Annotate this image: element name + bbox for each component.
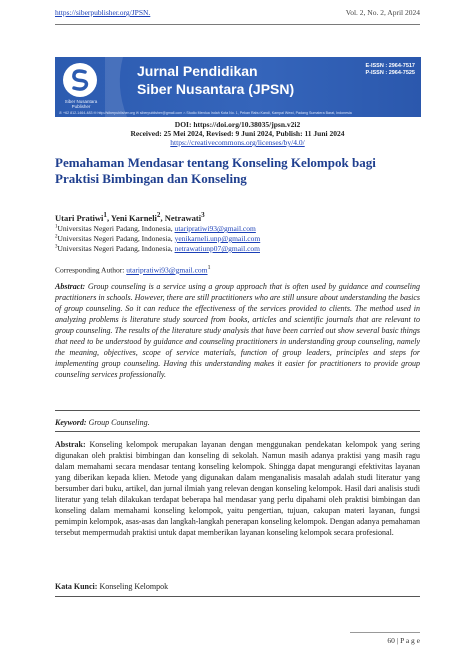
- pissn: P-ISSN : 2964-7525: [365, 70, 415, 76]
- logo-caption-sub: Publisher: [71, 104, 91, 109]
- section-divider: [55, 596, 420, 597]
- kata-kunci-text: Konseling Kelompok: [99, 582, 169, 591]
- corresponding-sup: 1: [207, 264, 211, 271]
- author-name: Utari Pratiwi: [55, 212, 104, 223]
- page-number: 60 | P a g e: [387, 636, 420, 645]
- kata-kunci-label: Kata Kunci:: [55, 582, 98, 591]
- license-link[interactable]: https://creativecommons.org/licenses/by/4.0/: [170, 138, 305, 147]
- author-name: Netrawati: [164, 212, 202, 223]
- volume-info: Vol. 2, No. 2, April 2024: [345, 8, 420, 17]
- affiliation-text: Universitas Negeri Padang, Indonesia,: [57, 224, 173, 233]
- affiliation-text: Universitas Negeri Padang, Indonesia,: [57, 244, 173, 253]
- abstract-english: [55, 281, 420, 380]
- affiliation-text: Universitas Negeri Padang, Indonesia,: [57, 234, 173, 243]
- dates-line: Received: 25 Mei 2024, Revised: 9 Juni 2024, Publish: 11 Juni 2024: [130, 129, 345, 138]
- affiliation-2: [55, 234, 420, 243]
- article-title: [55, 155, 420, 186]
- abstrak-text: Konseling kelompok merupakan layanan dengan menggunakan pendekatan kelompok yang sering digunakan oleh praktisi bimbingan dan konseling di sekolah. Namun masih adanya praktisi yang masih ragu dalam memahami secara mendasar tentang konseling kelompok. Shingga dapat mengurangi efektivitas layanan yang diberikan kepada klien. Metode yang digunakan dalam menganalisis masalah adalah studi literatur yang bersumber dari buku, artikel, dan jurnal ilmiah yang relevan dengan konseling kelompok. Hasil dari analisis studi literatur yang telah dilakukan terdapat beberapa hal mendasar yang perlu dipahami oleh praktisi bimbingan dan konseling dalam memahami konseling kelompok, yaitu pengertian, tujuan, cakupan materi layanan, fungsi pemimpin kelompok, asas-asas dan langkah-langkah penerapan konseling kelompok. Dengan adanya pemahaman tersebut mempermudah praktisi untuk dapat memberikan layanan konseling kelompok secara profesional.: [55, 440, 421, 538]
- journal-name-line2: Siber Nusantara (JPSN): [137, 81, 295, 97]
- author-sup: 2: [156, 211, 161, 219]
- affiliation-3: [55, 244, 420, 253]
- affiliation-email-link[interactable]: yenikarneli.unp@gmail.com: [174, 234, 261, 243]
- keyword-text: Group Counseling.: [88, 418, 150, 427]
- journal-name-line1: Jurnal Pendidikan: [137, 63, 258, 79]
- title-line-1: Pemahaman Mendasar tentang Konseling Kelompok bagi: [55, 155, 376, 170]
- abstract-indonesian: [55, 439, 420, 538]
- section-divider: [55, 410, 420, 411]
- corresponding-email-link[interactable]: utaripratiwi93@gmail.com: [126, 265, 208, 275]
- keyword-label: Keyword:: [55, 418, 87, 427]
- eissn: E-ISSN : 2964-7517: [365, 63, 415, 69]
- affiliation-1: [55, 224, 420, 233]
- affiliation-sup: 3: [55, 244, 58, 250]
- logo-caption-name: Siber Nusantara: [64, 99, 98, 104]
- author-list: Utari Pratiwi$^1$, Yeni Karneli$^2$, Netrawati$^3$: [55, 211, 205, 223]
- keywords-indonesian: [55, 582, 420, 591]
- author-name: Yeni Karneli: [110, 212, 157, 223]
- corresponding-author: [55, 264, 420, 275]
- doi-line[interactable]: DOI: https://doi.org/10.38035/jpsn.v2i2: [174, 120, 301, 129]
- banner-contact-line: ✆ +62 812-1464-483 ✉ http://siberpublisher.org ✉ siberpublisher@gmail.com ⌂ Studio Merdua Indah Kota No. 1, Pekan Rabu Kandi, Kampai Wewi, Padang Sumatera Barat, Indonesia: [59, 111, 352, 115]
- abstract-label: Abstract:: [55, 282, 86, 291]
- author-sup: 1: [103, 211, 107, 219]
- affiliation-sup: 1: [55, 224, 58, 230]
- publisher-logo-caption: [55, 99, 107, 109]
- header-divider: [55, 24, 420, 25]
- affiliation-sup: 2: [55, 234, 58, 240]
- footer-divider: [350, 632, 420, 633]
- journal-url-link[interactable]: https://siberpublisher.org/JPSN.: [55, 8, 151, 17]
- section-divider: [55, 431, 420, 432]
- abstract-text: Group counseling is a service using a group approach that is often used by guidance and counseling practitioners in schools. However, there are still practitioners who are still unsure about understanding the basics of group counseling. So it can reduce the effectiveness of the services provided to clients. The method used in analyzing problems is literature study sourced from books, articles and scientific journals that are relevant to group counseling. The results of the literature study analysis that have been carried out show several basic things that need to be understood by guidance and counseling practitioners in understanding group counseling, namely the meaning, objectives, scope of service materials, function of group leaders, principles and steps for implementing group counseling. Having this understanding makes it easier for practitioners to provide group counseling services professionally.: [55, 282, 420, 379]
- abstrak-label: Abstrak:: [55, 440, 86, 449]
- title-line-2: Praktisi Bimbingan dan Konseling: [55, 170, 247, 186]
- issn-block: [365, 63, 415, 77]
- keywords-english: [55, 418, 420, 427]
- journal-banner: [55, 57, 421, 117]
- corresponding-label: Corresponding Author:: [55, 265, 125, 275]
- affiliation-email-link[interactable]: utaripratiwi93@gmail.com: [174, 224, 256, 233]
- running-header: [55, 8, 420, 24]
- publisher-s-logo-icon: [63, 63, 97, 97]
- author-sup: 3: [201, 211, 205, 219]
- affiliation-email-link[interactable]: netrawatiunp07@gmail.com: [174, 244, 260, 253]
- publisher-logo: [63, 63, 97, 97]
